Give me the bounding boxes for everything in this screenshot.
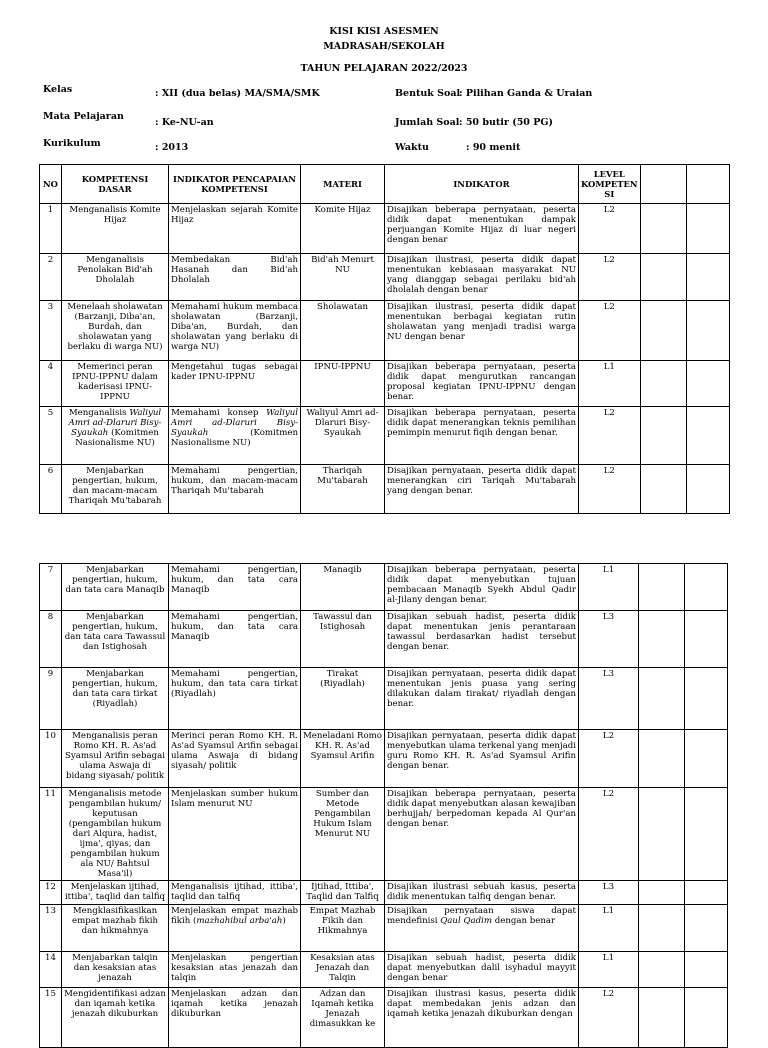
row-no: 2: [40, 254, 62, 301]
document-subtitle: MADRASAH/SEKOLAH: [323, 41, 445, 52]
row-ipk: [169, 407, 301, 465]
row-level: L2: [579, 730, 639, 788]
row-kompetensi-dasar: Menjabarkan talqin dan kesaksian atas jenazah: [62, 952, 169, 988]
kd-italic-text: Waliyul Amri ad-Dlaruri Bisy-Syaukah: [68, 408, 162, 438]
row-materi: Tirakat (Riyadlah): [301, 668, 385, 730]
row-level: L3: [579, 668, 639, 730]
row-ipk: Memahami pengertian, hukum, dan tata cara Manaqib: [169, 564, 301, 611]
row-no: 11: [40, 788, 62, 881]
row-blank: [640, 465, 686, 514]
row-blank: [639, 668, 685, 730]
row-kompetensi-dasar: Menjabarkan pengertian, hukum, dan tata cara Manaqib: [62, 564, 169, 611]
row-level: L2: [579, 407, 641, 465]
indikator-text: dengan benar: [492, 916, 556, 926]
row-no: 5: [40, 407, 62, 465]
row-ipk: Memahami pengertian, hukum, dan tata cara Manaqib: [169, 611, 301, 668]
header-indikator: INDIKATOR: [385, 165, 579, 204]
table-row: [40, 611, 728, 668]
row-blank: [639, 988, 685, 1048]
row-blank: [639, 788, 685, 881]
table-row: [40, 361, 730, 407]
ipk-text: ): [282, 916, 286, 926]
row-no: 3: [40, 301, 62, 361]
row-kompetensi-dasar: Menjabarkan pengertian, hukum, dan macam-macam Thariqah Mu'tabarah: [62, 465, 169, 514]
row-indikator: Disajikan sebuah hadist, peserta didik dapat menentukan jenis perantaraan tawassul berdasarkan hadist tersebut dengan benar.: [385, 611, 579, 668]
row-no: 8: [40, 611, 62, 668]
header-materi: MATERI: [301, 165, 385, 204]
row-blank: [685, 952, 728, 988]
indikator-italic-text: Qaul Qadim: [440, 916, 493, 926]
table-row: [40, 668, 728, 730]
row-materi: Bid'ah Menurt NU: [301, 254, 385, 301]
row-ipk: Membedakan Bid'ah Hasanah dan Bid'ah Dholalah: [169, 254, 301, 301]
row-no: 14: [40, 952, 62, 988]
row-indikator: Disajikan ilustrasi, peserta didik dapat menentukan berbagai kegiatan rutin sholawatan yang menjadi tradisi warga NU dengan benar: [385, 301, 579, 361]
kisi-table-page-2: [39, 563, 728, 1048]
row-indikator: Disajikan sebuah hadist, peserta didik dapat menyebutkan dalil isyhadul mayyit dengan benar: [385, 952, 579, 988]
row-blank: [640, 254, 686, 301]
row-indikator: [385, 905, 579, 952]
row-ipk: Menjelaskan adzan dan iqamah ketika jenazah dikuburkan: [169, 988, 301, 1048]
table-row: [40, 881, 728, 905]
row-blank: [639, 564, 685, 611]
header-blank-2: [686, 165, 729, 204]
row-materi: Komite Hijaz: [301, 204, 385, 254]
row-kompetensi-dasar: Menganalisis peran Romo KH. R. As'ad Syamsul Arifin sebagai ulama Aswaja di bidang siyasah/ politik: [62, 730, 169, 788]
document-title: KISI KISI ASESMEN: [329, 26, 439, 37]
row-indikator: Disajikan ilustrasi, peserta didik dapat menentukan kebiasaan masyarakat NU yang dianggap sebagai perilaku bid'ah dholalah dengan benar: [385, 254, 579, 301]
row-level: L1: [579, 905, 639, 952]
row-kompetensi-dasar: Menjelaskan ijtihad, ittiba', taqlid dan talfiq: [62, 881, 169, 905]
header-blank-1: [640, 165, 686, 204]
bentuk-soal-label: Bentuk Soal: [395, 88, 461, 99]
row-indikator: Disajikan beberapa pernyataan, peserta didik dapat menyebutkan tujuan pembacaan Manaqib Syekh Abdul Qadir al-Jilany dengan benar.: [385, 564, 579, 611]
row-no: 4: [40, 361, 62, 407]
row-blank: [640, 361, 686, 407]
kd-text: Menganalisis: [68, 408, 130, 418]
row-blank: [686, 254, 729, 301]
row-level: L1: [579, 952, 639, 988]
row-no: 13: [40, 905, 62, 952]
row-materi: Adzan dan Iqamah ketika Jenazah dimasukkan ke: [301, 988, 385, 1048]
row-blank: [685, 564, 728, 611]
row-blank: [639, 905, 685, 952]
row-ipk: Mengetahui tugas sebagai kader IPNU-IPPNU: [169, 361, 301, 407]
kd-text: (Komitmen Nasionalisme NU): [75, 428, 159, 448]
row-blank: [685, 730, 728, 788]
ipk-text: Memahami konsep: [171, 408, 267, 418]
table-row: [40, 988, 728, 1048]
waktu-value: : 90 menit: [466, 142, 521, 153]
row-indikator: Disajikan pernyataan, peserta didik dapat menerangkan ciri Tariqah Mu'tabarah yang dengan benar.: [385, 465, 579, 514]
row-ipk: Memahami pengertian, hukum, dan macam-macam Thariqah Mu'tabarah: [169, 465, 301, 514]
row-materi: Thariqah Mu'tabarah: [301, 465, 385, 514]
row-blank: [639, 611, 685, 668]
row-no: 6: [40, 465, 62, 514]
row-indikator: Disajikan beberapa pernyataan, peserta didik dapat menyebutkan alasan kewajiban berhujjah/ berpedoman kepada Al Qur'an dengan benar.: [385, 788, 579, 881]
bentuk-soal-value: : Pilihan Ganda & Uraian: [459, 88, 593, 99]
row-level: L1: [579, 361, 641, 407]
row-indikator: Disajikan pernyataan, peserta didik dapat menentukan jenis puasa yang sering dilakukan dalam tirakat/ riyadlah dengan benar.: [385, 668, 579, 730]
row-level: L3: [579, 611, 639, 668]
table-row: [40, 254, 730, 301]
row-materi: Tawassul dan Istighosah: [301, 611, 385, 668]
row-blank: [685, 788, 728, 881]
row-level: L2: [579, 465, 641, 514]
row-materi: Kesaksian atas Jenazah dan Talqin: [301, 952, 385, 988]
row-level: L2: [579, 301, 641, 361]
table-row: [40, 204, 730, 254]
row-no: 10: [40, 730, 62, 788]
row-no: 9: [40, 668, 62, 730]
row-materi: Empat Mazhab Fikih dan Hikmahnya: [301, 905, 385, 952]
ipk-italic-text: Waliyul Amri ad-Dlaruri Bisy-Syaukah: [171, 408, 298, 438]
table-header-row: [40, 165, 730, 204]
row-level: L3: [579, 881, 639, 905]
row-kompetensi-dasar: Mengklasifikasikan empat mazhab fikih dan hikmahnya: [62, 905, 169, 952]
row-blank: [685, 988, 728, 1048]
mapel-label: Mata Pelajaran: [43, 111, 124, 122]
jumlah-soal-label: Jumlah Soal: [395, 117, 460, 128]
ipk-italic-text: mazhahibul arba'ah: [196, 916, 283, 926]
row-kompetensi-dasar: Mengidentifikasi adzan dan iqamah ketika jenazah dikuburkan: [62, 988, 169, 1048]
row-blank: [686, 204, 729, 254]
row-blank: [640, 407, 686, 465]
table-row: [40, 407, 730, 465]
row-ipk: Menjelaskan pengertian kesaksian atas jenazah dan talqin: [169, 952, 301, 988]
row-ipk: Menjelaskan sumber hukum Islam menurut NU: [169, 788, 301, 881]
row-ipk: Merinci peran Romo KH. R. As'ad Syamsul Arifin sebagai ulama Aswaja di bidang siyasah/ politik: [169, 730, 301, 788]
kurikulum-value: : 2013: [155, 142, 189, 153]
row-blank: [639, 881, 685, 905]
row-level: L2: [579, 988, 639, 1048]
row-level: L1: [579, 564, 639, 611]
ipk-text: (Komitmen Nasionalisme NU): [171, 428, 298, 448]
row-kompetensi-dasar: Menjabarkan pengertian, hukum, dan tata cara tirkat (Riyadlah): [62, 668, 169, 730]
row-ipk: Menganalisis ijtihad, ittiba', taqlid dan talfiq: [169, 881, 301, 905]
row-kompetensi-dasar: Menelaah sholawatan (Barzanji, Diba'an, Burdah, dan sholawatan yang berlaku di warga NU): [62, 301, 169, 361]
header-no: NO: [40, 165, 62, 204]
header-level: LEVEL KOMPETEN SI: [579, 165, 641, 204]
table-row: [40, 952, 728, 988]
waktu-label: Waktu: [395, 142, 429, 153]
row-blank: [686, 361, 729, 407]
row-materi: Waliyul Amri ad-Dlaruri Bisy-Syaukah: [301, 407, 385, 465]
row-materi: Sholawatan: [301, 301, 385, 361]
row-ipk: Memahami pengertian, hukum, dan tata cara tirkat (Riyadlah): [169, 668, 301, 730]
kelas-value: : XII (dua belas) MA/SMA/SMK: [155, 88, 320, 99]
header-kompetensi-dasar: KOMPETENSI DASAR: [62, 165, 169, 204]
row-level: L2: [579, 204, 641, 254]
row-kompetensi-dasar: Memerinci peran IPNU-IPPNU dalam kaderisasi IPNU-IPPNU: [62, 361, 169, 407]
row-blank: [685, 611, 728, 668]
mapel-value: : Ke-NU-an: [155, 117, 214, 128]
row-ipk: Menjelaskan sejarah Komite Hijaz: [169, 204, 301, 254]
row-blank: [686, 301, 729, 361]
row-kompetensi-dasar: Menganalisis Penolakan Bid'ah Dholalah: [62, 254, 169, 301]
row-indikator: Disajikan beberapa pernyataan, peserta didik dapat menerangkan teknis pemilihan pemimpin menurut fiqih dengan benar.: [385, 407, 579, 465]
row-blank: [639, 952, 685, 988]
row-no: 1: [40, 204, 62, 254]
row-blank: [685, 668, 728, 730]
row-level: L2: [579, 254, 641, 301]
row-kompetensi-dasar: Menjabarkan pengertian, hukum, dan tata cara Tawassul dan Istighosah: [62, 611, 169, 668]
row-indikator: Disajikan ilustrasi kasus, peserta didik dapat membedakan jenis adzan dan iqamah ketika jenazah dikuburkan dengan: [385, 988, 579, 1048]
table-row: [40, 465, 730, 514]
kisi-table-page-1: [39, 164, 730, 514]
row-indikator: Disajikan beberapa pernyataan, peserta didik dapat mengurutkan rancangan proposal kegiatan IPNU-IPPNU dengan benar.: [385, 361, 579, 407]
academic-year: TAHUN PELAJARAN 2022/2023: [300, 63, 468, 74]
row-blank: [686, 407, 729, 465]
jumlah-soal-value: : 50 butir (50 PG): [459, 117, 553, 128]
row-blank: [640, 301, 686, 361]
row-blank: [685, 905, 728, 952]
row-level: L2: [579, 788, 639, 881]
row-no: 15: [40, 988, 62, 1048]
row-blank: [640, 204, 686, 254]
row-no: 7: [40, 564, 62, 611]
row-kompetensi-dasar: Menganalisis Komite Hijaz: [62, 204, 169, 254]
row-blank: [685, 881, 728, 905]
kurikulum-label: Kurikulum: [43, 138, 101, 149]
table-row: [40, 788, 728, 881]
row-materi: IPNU-IPPNU: [301, 361, 385, 407]
table-row: [40, 564, 728, 611]
kelas-label: Kelas: [43, 84, 73, 95]
row-materi: Sumber dan Metode Pengambilan Hukum Islam Menurut NU: [301, 788, 385, 881]
row-indikator: Disajikan beberapa pernyataan, peserta didik dapat menentukan dampak perjuangan Komite Hijaz di luar negeri dengan benar: [385, 204, 579, 254]
table-row: [40, 905, 728, 952]
header-indikator-pencapaian: INDIKATOR PENCAPAIAN KOMPETENSI: [169, 165, 301, 204]
row-ipk: [169, 905, 301, 952]
row-materi: Ijtihad, Ittiba', Taqlid dan Talfiq: [301, 881, 385, 905]
row-indikator: Disajikan ilustrasi sebuah kasus, peserta didik menentukan talfiq dengan benar.: [385, 881, 579, 905]
row-indikator: Disajikan pernyataan, peserta didik dapat menyebutkan ulama terkenal yang menjadi guru Romo KH. R. As'ad Syamsul Arifin dengan benar.: [385, 730, 579, 788]
row-materi: Meneladani Romo KH. R. As'ad Syamsul Arifin: [301, 730, 385, 788]
table-row: [40, 301, 730, 361]
indikator-text: Disajikan pernyataan siswa dapat mendefinisi: [387, 906, 576, 926]
row-no: 12: [40, 881, 62, 905]
row-blank: [639, 730, 685, 788]
row-ipk: Memahami hukum membaca sholawatan (Barzanji, Diba'an, Burdah, dan sholawatan yang berlaku di warga NU): [169, 301, 301, 361]
row-kompetensi-dasar: Menganalisis metode pengambilan hukum/ keputusan (pengambilan hukum dari Alqura, hadist, ijma', qiyas, dan pengambilan hukum ala NU/ Bahtsul Masa'il): [62, 788, 169, 881]
row-materi: Manaqib: [301, 564, 385, 611]
row-kompetensi-dasar: [62, 407, 169, 465]
ipk-text: Menjelaskan empat mazhab fikih (: [171, 906, 298, 926]
table-row: [40, 730, 728, 788]
row-blank: [686, 465, 729, 514]
